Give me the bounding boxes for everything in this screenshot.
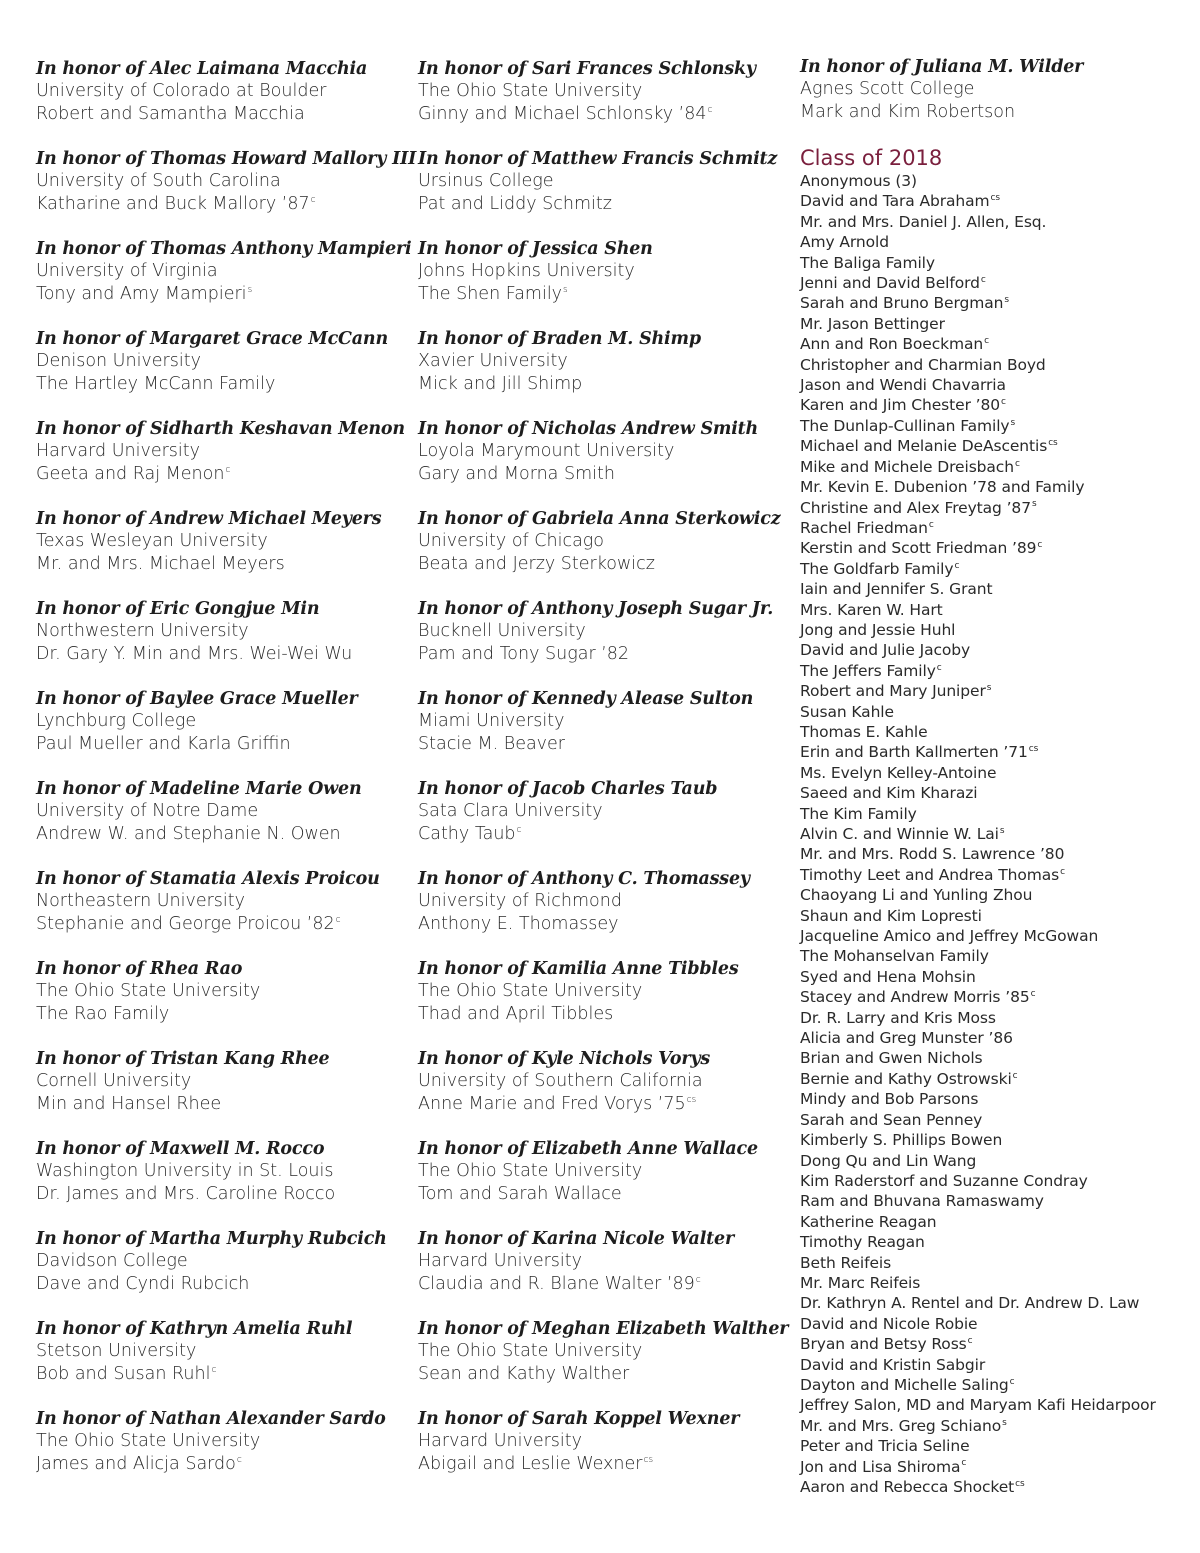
honor-entry — [418, 598, 790, 665]
honoree-line: In honor of Alec Laimana Macchia — [36, 59, 368, 79]
donor-list-item: The Baliga Family — [800, 253, 935, 272]
donor-name: Cathy Taub$^c$ — [418, 823, 522, 844]
donor-list-item: Mike and Michele Dreisbach$^c$ — [800, 457, 1020, 476]
giving-mark: s — [986, 683, 992, 693]
honoree-line: In honor of Matthew Francis Schmitz — [418, 149, 778, 169]
donor-list-item: David and Nicole Robie — [800, 1314, 978, 1333]
school-name: Davidson College — [36, 1251, 188, 1271]
donor-name: Bob and Susan Ruhl$^c$ — [36, 1363, 217, 1384]
giving-mark: c — [954, 560, 960, 571]
school-name: University of Richmond — [418, 891, 622, 911]
donor-name: Gary and Morna Smith — [418, 463, 615, 484]
giving-mark: c — [236, 1454, 242, 1465]
donor-list-item: Dr. Kathryn A. Rentel and Dr. Andrew D. Law — [800, 1294, 1140, 1313]
honoree-line: In honor of Jessica Shen — [418, 239, 653, 259]
giving-mark: c — [1001, 397, 1006, 408]
school-name: University of Virginia — [36, 261, 218, 281]
honor-entry — [418, 328, 790, 395]
honoree-line: In honor of Karina Nicole Walter — [418, 1229, 734, 1249]
donor-list-item: Jeffrey Salon, MD and Maryam Kafi Heidarpoor — [800, 1396, 1156, 1415]
donor-list-item: Dong Qu and Lin Wang — [800, 1151, 977, 1170]
donor-name: Thad and April Tibbles — [418, 1003, 614, 1024]
donor-list-item: Mr. Jason Bettinger — [800, 314, 945, 333]
giving-mark: s — [1002, 1417, 1007, 1428]
school-name: Bucknell University — [418, 621, 586, 641]
donor-list-item: Sarah and Bruno Bergman$^s$ — [800, 294, 1009, 313]
donor-list-item: Karen and Jim Chester ’80$^c$ — [800, 396, 1006, 415]
donor-name: Robert and Samantha Macchia — [36, 103, 305, 124]
honoree-line: In honor of Sidharth Keshavan Menon — [36, 419, 405, 439]
donor-name: Min and Hansel Rhee — [36, 1093, 222, 1114]
school-name: University of Chicago — [418, 531, 604, 551]
honor-entry — [36, 1408, 408, 1475]
school-name: Ursinus College — [418, 171, 554, 191]
donor-list-item: David and Tara Abraham$^{cs}$ — [800, 192, 1000, 211]
column-3 — [800, 56, 1190, 1497]
donor-name: Stacie M. Beaver — [418, 733, 565, 754]
donor-name: Dave and Cyndi Rubcich — [36, 1273, 250, 1294]
honor-entry — [418, 238, 790, 305]
donor-name: Mark and Kim Robertson — [800, 101, 1016, 122]
column-2 — [418, 58, 790, 1498]
donor-list-item: Susan Kahle — [800, 702, 894, 721]
donor-name: Abigail and Leslie Wexner$^{cs}$ — [418, 1453, 654, 1474]
giving-mark: c — [516, 824, 522, 835]
giving-mark: c — [335, 914, 341, 925]
honor-entry — [36, 688, 408, 755]
donor-name: Mick and Jill Shimp — [418, 373, 583, 394]
donor-list-item: The Mohanselvan Family — [800, 947, 989, 966]
honor-entry — [418, 868, 790, 935]
donor-list-item: Beth Reifeis — [800, 1253, 892, 1272]
giving-mark: c — [980, 274, 986, 285]
school-name: Northeastern University — [36, 891, 246, 911]
class-of-2018-donor-list — [800, 171, 1190, 1497]
honor-entry — [418, 508, 790, 575]
donor-list-item: Mr. and Mrs. Rodd S. Lawrence ’80 — [800, 845, 1065, 864]
donor-list-item: Dayton and Michelle Saling$^c$ — [800, 1375, 1015, 1394]
honor-entry — [418, 1138, 790, 1205]
donor-list-item: Mr. and Mrs. Greg Schiano$^s$ — [800, 1416, 1007, 1435]
honoree-line: In honor of Kyle Nichols Vorys — [418, 1049, 711, 1069]
honor-entry — [36, 1228, 408, 1295]
donor-list-item: The Jeffers Family$^c$ — [800, 661, 942, 680]
giving-mark: c — [1009, 1376, 1015, 1387]
giving-mark: cs — [990, 193, 1000, 204]
donor-list-item: Anonymous (3) — [800, 172, 917, 190]
donor-list-item: Jon and Lisa Shiroma$^c$ — [800, 1457, 967, 1476]
honoree-line: In honor of Maxwell M. Rocco — [36, 1139, 325, 1159]
honoree-line: In honor of Sari Frances Schlonsky — [418, 59, 756, 79]
donor-name: Tony and Amy Mampieri$^s$ — [36, 283, 253, 304]
honoree-line: In honor of Margaret Grace McCann — [36, 329, 388, 349]
donor-list-item: Kimberly S. Phillips Bowen — [800, 1131, 1003, 1150]
giving-mark: c — [1012, 1070, 1018, 1081]
donor-list-item: Mr. Kevin E. Dubenion ’78 and Family — [800, 478, 1085, 497]
honor-entry — [418, 1408, 790, 1475]
donor-list-item: Ms. Evelyn Kelley-Antoine — [800, 763, 997, 782]
school-name: Harvard University — [418, 1251, 582, 1271]
donor-list-item: David and Julie Jacoby — [800, 641, 971, 660]
giving-mark: c — [225, 464, 231, 475]
honoree-line: In honor of Nathan Alexander Sardo — [36, 1409, 386, 1429]
honor-entry — [36, 58, 408, 125]
donor-name: The Rao Family — [36, 1003, 170, 1024]
honor-entry — [36, 778, 408, 845]
honor-entry — [36, 868, 408, 935]
school-name: University of Southern California — [418, 1071, 703, 1091]
school-name: Harvard University — [36, 441, 200, 461]
donor-list-item: Kerstin and Scott Friedman ’89$^c$ — [800, 539, 1043, 558]
honor-entry — [418, 958, 790, 1025]
column-1 — [36, 58, 417, 1498]
honoree-line: In honor of Elizabeth Anne Wallace — [418, 1139, 758, 1159]
donor-list-item: Chaoyang Li and Yunling Zhou — [800, 886, 1033, 905]
donor-list-item: Bryan and Betsy Ross$^c$ — [800, 1335, 973, 1354]
giving-mark: s — [1031, 499, 1037, 510]
honoree-line: In honor of Nicholas Andrew Smith — [418, 419, 759, 439]
donor-name: Claudia and R. Blane Walter ’89$^c$ — [418, 1273, 701, 1294]
school-name: Northwestern University — [36, 621, 249, 641]
donor-name: Anthony E. Thomassey — [418, 913, 619, 934]
donor-list-item: Sarah and Sean Penney — [800, 1110, 983, 1129]
honor-entry — [418, 688, 790, 755]
donor-list-item: Erin and Barth Kallmerten $’71^{cs}$ — [800, 743, 1039, 762]
school-name: Sata Clara University — [418, 801, 603, 821]
donor-list-item: Alicia and Greg Munster ’86 — [800, 1029, 1013, 1048]
class-of-2018-heading: Class of 2018 — [800, 146, 943, 170]
school-name: University of Notre Dame — [36, 801, 259, 821]
donor-list-item: Syed and Hena Mohsin — [800, 967, 976, 986]
donor-name: Geeta and Raj Menon$^c$ — [36, 463, 231, 484]
giving-mark: c — [928, 519, 934, 530]
donor-list-item: The Goldfarb Family$^c$ — [800, 559, 960, 578]
school-name: The Ohio State University — [36, 1431, 261, 1451]
honoree-line: In honor of Anthony Joseph Sugar Jr. — [418, 599, 774, 619]
honoree-line: In honor of Eric Gongjue Min — [36, 599, 320, 619]
donor-name: The Hartley McCann Family — [36, 373, 276, 394]
donor-list-item: Saeed and Kim Kharazi — [800, 784, 978, 803]
giving-mark: c — [967, 1336, 973, 1346]
school-name: Xavier University — [418, 351, 568, 371]
school-name: Johns Hopkins University — [418, 261, 635, 281]
donor-list-item: Brian and Gwen Nichols — [800, 1049, 983, 1068]
honoree-line: In honor of Braden M. Shimp — [418, 329, 701, 349]
donor-name: Pam and Tony Sugar ’82 — [418, 643, 630, 664]
donor-name: Stephanie and George Proicou ’82$^c$ — [36, 913, 341, 934]
honor-entry — [36, 148, 417, 215]
honor-entry — [418, 418, 790, 485]
donor-list-item: The Dunlap-Cullinan Family$^s$ — [800, 416, 1016, 435]
donor-name: Katharine and Buck Mallory ’87$^c$ — [36, 193, 316, 214]
donor-list-item: Jacqueline Amico and Jeffrey McGowan — [800, 927, 1099, 946]
donor-name: Ginny and Michael Schlonsky ’84$^c$ — [418, 103, 713, 124]
honor-entry — [36, 418, 408, 485]
donor-name: Mr. and Mrs. Michael Meyers — [36, 553, 285, 574]
school-name: The Ohio State University — [418, 1161, 643, 1181]
donor-list-item: Jenni and David Belford$^c$ — [800, 274, 986, 293]
honoree-line: In honor of Kathryn Amelia Ruhl — [36, 1319, 353, 1339]
school-name: Lynchburg College — [36, 711, 197, 731]
giving-mark: c — [1060, 866, 1065, 877]
school-name: Cornell University — [36, 1071, 192, 1091]
honoree-line: In honor of Rhea Rao — [36, 959, 243, 979]
donor-list-item: David and Kristin Sabgir — [800, 1355, 986, 1374]
honor-entry — [36, 1138, 408, 1205]
donor-list-item: Christopher and Charmian Boyd — [800, 355, 1046, 374]
donor-list-item: Timothy Reagan — [800, 1233, 925, 1252]
donor-list-item: Robert and Mary Juniper$^s$ — [800, 682, 992, 701]
giving-mark: cs — [1048, 438, 1058, 449]
honor-entry — [36, 1318, 408, 1385]
giving-mark: c — [1030, 989, 1036, 1000]
donor-list-item: Dr. R. Larry and Kris Moss — [800, 1008, 996, 1027]
giving-mark: c — [695, 1274, 701, 1285]
giving-mark: c — [707, 104, 713, 115]
donor-list-item: Iain and Jennifer S. Grant — [800, 580, 993, 599]
donor-list-item: Jason and Wendi Chavarria — [800, 376, 1006, 395]
school-name: The Ohio State University — [418, 1341, 643, 1361]
donor-list-item: Christine and Alex Freytag ’87$^s$ — [800, 498, 1037, 517]
donor-list-item: Ram and Bhuvana Ramaswamy — [800, 1192, 1044, 1211]
donor-list-item: Stacey and Andrew Morris ’85$^c$ — [800, 988, 1036, 1007]
donor-list-item: Aaron and Rebecca Shocket$^{cs}$ — [800, 1478, 1025, 1496]
honor-entry — [418, 778, 790, 845]
honoree-line: In honor of Tristan Kang Rhee — [36, 1049, 330, 1069]
donor-name: Pat and Liddy Schmitz — [418, 193, 612, 214]
donor-list-item: Ann and Ron Boeckman$^c$ — [800, 335, 990, 354]
honor-entry — [36, 1048, 408, 1115]
honor-entry — [800, 56, 1190, 123]
donor-list-item: Kim Raderstorf and Suzanne Condray — [800, 1171, 1088, 1190]
honoree-line: In honor of Stamatia Alexis Proicou — [36, 869, 380, 889]
giving-mark: cs — [686, 1094, 697, 1105]
giving-mark: cs — [643, 1454, 654, 1465]
donor-list-item: Mr. and Mrs. Daniel J. Allen, Esq. — [800, 212, 1047, 231]
honor-entry — [418, 1048, 790, 1115]
giving-mark: c — [211, 1364, 217, 1375]
donor-name: Dr. Gary Y. Min and Mrs. Wei-Wei Wu — [36, 643, 353, 664]
honoree-line: In honor of Kamilia Anne Tibbles — [418, 959, 739, 979]
donor-name: Andrew W. and Stephanie N. Owen — [36, 823, 341, 844]
giving-mark: c — [1014, 458, 1020, 469]
honoree-line: In honor of Baylee Grace Mueller — [36, 689, 358, 709]
school-name: Stetson University — [36, 1341, 197, 1361]
honor-entry — [36, 508, 408, 575]
donor-name: Beata and Jerzy Sterkowicz — [418, 553, 655, 574]
donor-list-item: Shaun and Kim Lopresti — [800, 906, 982, 925]
donor-list-item: Mindy and Bob Parsons — [800, 1090, 979, 1109]
giving-mark: c — [1037, 540, 1043, 551]
honoree-line: In honor of Meghan Elizabeth Walther — [418, 1319, 789, 1339]
school-name: University of South Carolina — [36, 171, 281, 191]
donor-list-item: Peter and Tricia Seline — [800, 1437, 970, 1456]
honoree-line: In honor of Gabriela Anna Sterkowicz — [418, 509, 781, 529]
giving-mark: s — [1004, 295, 1009, 306]
honoree-line: In honor of Madeline Marie Owen — [36, 779, 362, 799]
donor-name: The Shen Family$^s$ — [418, 283, 568, 304]
donor-list-item: Thomas E. Kahle — [800, 722, 928, 741]
donor-name: James and Alicja Sardo$^c$ — [36, 1453, 242, 1474]
school-name: Loyola Marymount University — [418, 441, 675, 461]
donor-name: Dr. James and Mrs. Caroline Rocco — [36, 1183, 336, 1204]
honoree-line: In honor of Kennedy Alease Sulton — [418, 689, 754, 709]
school-name: Harvard University — [418, 1431, 582, 1451]
honor-entry — [418, 1318, 790, 1385]
donor-list-item: Alvin C. and Winnie W. Lai$^s$ — [800, 825, 1005, 843]
giving-mark: c — [961, 1458, 967, 1469]
donor-list-item: Mr. Marc Reifeis — [800, 1273, 921, 1292]
donor-name: Tom and Sarah Wallace — [418, 1183, 622, 1204]
honor-entry — [418, 58, 790, 125]
school-name: Agnes Scott College — [800, 79, 975, 99]
honor-entry — [36, 238, 412, 305]
giving-mark: s — [247, 284, 253, 295]
giving-mark: cs — [1015, 1478, 1025, 1489]
honoree-line: In honor of Thomas Howard Mallory III — [36, 149, 417, 169]
donor-name: Paul Mueller and Karla Griffin — [36, 733, 291, 754]
honoree-line: In honor of Thomas Anthony Mampieri — [36, 239, 412, 259]
honor-entry — [36, 328, 408, 395]
donor-list-item: Bernie and Kathy Ostrowski$^c$ — [800, 1069, 1018, 1088]
giving-mark: cs — [1028, 744, 1039, 755]
donor-name: Anne Marie and Fred Vorys $’75^{cs}$ — [418, 1093, 697, 1114]
school-name: The Ohio State University — [36, 981, 261, 1001]
school-name: Texas Wesleyan University — [36, 531, 268, 551]
donor-list-item: Amy Arnold — [800, 233, 889, 252]
donor-list-item: Michael and Melanie DeAscentis$^{cs}$ — [800, 437, 1058, 456]
donor-list-item: The Kim Family — [800, 804, 917, 823]
honoree-line: In honor of Martha Murphy Rubcich — [36, 1229, 387, 1249]
school-name: University of Colorado at Boulder — [36, 81, 327, 101]
honor-entry — [36, 958, 408, 1025]
donor-list-item: Rachel Friedman$^c$ — [800, 518, 934, 537]
school-name: Washington University in St. Louis — [36, 1161, 334, 1181]
donor-list-item: Jong and Jessie Huhl — [800, 620, 956, 639]
donor-list-item: Mrs. Karen W. Hart — [800, 600, 943, 619]
giving-mark: c — [310, 194, 316, 205]
honor-entry — [36, 598, 408, 665]
honor-entry — [418, 148, 790, 215]
donor-list-item: Katherine Reagan — [800, 1212, 937, 1231]
honoree-line: In honor of Anthony C. Thomassey — [418, 869, 750, 889]
donor-list-item: Timothy Leet and Andrea Thomas$^c$ — [800, 865, 1065, 884]
giving-mark: s — [999, 825, 1005, 836]
giving-mark: c — [984, 336, 990, 347]
school-name: The Ohio State University — [418, 81, 643, 101]
donor-name: Sean and Kathy Walther — [418, 1363, 630, 1384]
honoree-line: In honor of Andrew Michael Meyers — [36, 509, 382, 529]
school-name: Miami University — [418, 711, 565, 731]
honoree-line: In honor of Sarah Koppel Wexner — [418, 1409, 740, 1429]
honoree-line: In honor of Juliana M. Wilder — [800, 57, 1084, 77]
giving-mark: c — [936, 662, 942, 673]
honor-entry — [418, 1228, 790, 1295]
school-name: The Ohio State University — [418, 981, 643, 1001]
giving-mark: s — [1010, 417, 1016, 428]
school-name: Denison University — [36, 351, 201, 371]
giving-mark: s — [563, 284, 568, 295]
honoree-line: In honor of Jacob Charles Taub — [418, 779, 718, 799]
